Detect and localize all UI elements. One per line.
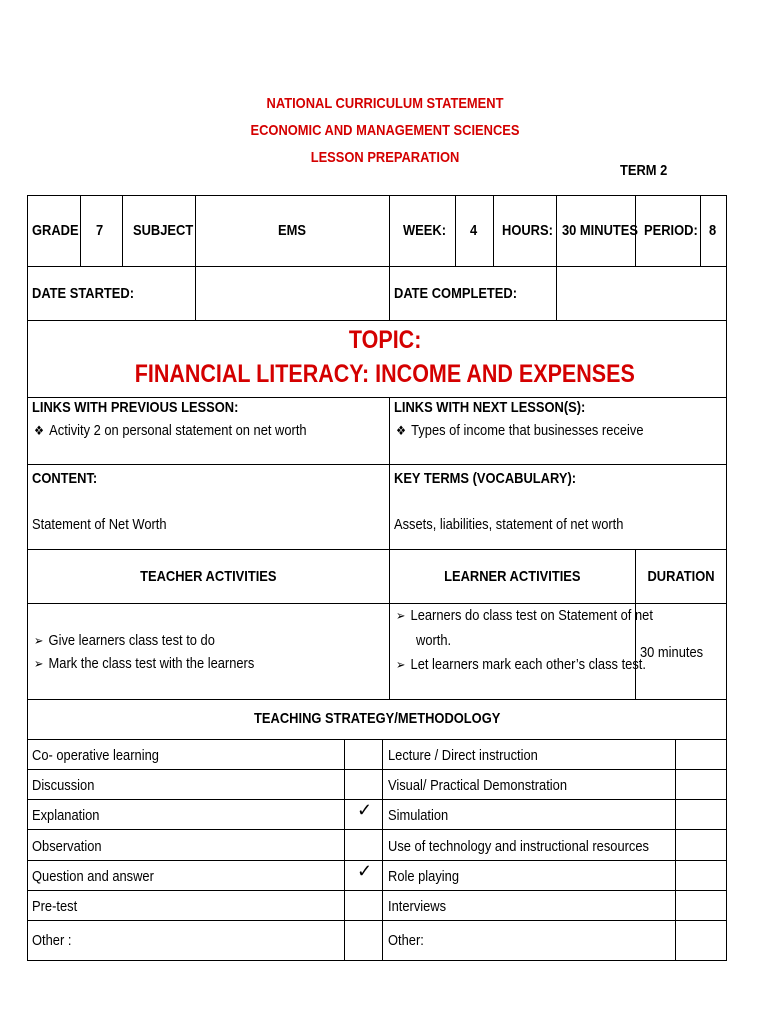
content-value: Statement of Net Worth xyxy=(32,516,167,533)
week-label: WEEK: xyxy=(403,222,446,239)
teacher-activities-label: TEACHER ACTIVITIES xyxy=(139,568,277,585)
hours-label: HOURS: xyxy=(502,222,553,239)
document-header xyxy=(54,90,716,171)
arrow-bullet-icon: ➢ xyxy=(396,608,406,623)
arrow-bullet-icon: ➢ xyxy=(396,657,406,672)
subject-value: EMS xyxy=(278,222,306,239)
grade-value: 7 xyxy=(96,222,104,239)
strategy-option: Role playing xyxy=(388,868,460,885)
date-started-label: DATE STARTED: xyxy=(32,285,135,302)
subject-label: SUBJECT xyxy=(133,222,194,239)
bullet-icon: ❖ xyxy=(396,423,407,438)
learner-activity-item-2: Let learners mark each other’s class test. xyxy=(410,656,646,673)
duration-value: 30 minutes xyxy=(640,644,704,661)
learner-activities-label: LEARNER ACTIVITIES xyxy=(443,568,581,585)
strategy-option: Interviews xyxy=(388,898,447,915)
key-terms-label: KEY TERMS (VOCABULARY): xyxy=(394,470,577,487)
header-line-3: LESSON PREPARATION xyxy=(310,149,460,166)
topic-title: FINANCIAL LITERACY: INCOME AND EXPENSES xyxy=(134,360,636,388)
previous-lesson-label: LINKS WITH PREVIOUS LESSON: xyxy=(32,399,239,416)
previous-lesson-item: Activity 2 on personal statement on net worth xyxy=(49,422,307,439)
strategy-option: Question and answer xyxy=(32,868,154,885)
strategy-option: Simulation xyxy=(388,807,449,824)
strategy-option: Use of technology and instructional resources xyxy=(388,838,650,855)
strategy-option: Co- operative learning xyxy=(32,747,159,764)
learner-activity-item-1: Learners do class test on Statement of net xyxy=(410,607,653,624)
term-label: TERM 2 xyxy=(620,162,668,179)
strategy-title: TEACHING STRATEGY/METHODOLOGY xyxy=(253,710,501,727)
teacher-activity-item: Give learners class test to do xyxy=(48,632,215,649)
next-lesson-label: LINKS WITH NEXT LESSON(S): xyxy=(394,399,586,416)
date-completed-label: DATE COMPLETED: xyxy=(394,285,518,302)
arrow-bullet-icon: ➢ xyxy=(34,633,44,648)
grade-label: GRADE xyxy=(32,222,79,239)
teacher-activity-item: Mark the class test with the learners xyxy=(48,655,255,672)
content-label: CONTENT: xyxy=(32,470,98,487)
bullet-icon: ❖ xyxy=(34,423,45,438)
duration-label: DURATION xyxy=(647,568,715,585)
strategy-option: Visual/ Practical Demonstration xyxy=(388,777,568,794)
header-line-2: ECONOMIC AND MANAGEMENT SCIENCES xyxy=(250,122,520,139)
checkmark-icon: ✓ xyxy=(357,861,373,881)
strategy-option: Discussion xyxy=(32,777,95,794)
strategy-option: Observation xyxy=(32,838,102,855)
arrow-bullet-icon: ➢ xyxy=(34,656,44,671)
learner-activity-item-1-cont: worth. xyxy=(416,632,452,649)
strategy-option: Lecture / Direct instruction xyxy=(388,747,538,764)
week-value: 4 xyxy=(470,222,478,239)
topic-label: TOPIC: xyxy=(348,326,422,354)
strategy-option: Explanation xyxy=(32,807,100,824)
key-terms-value: Assets, liabilities, statement of net worth xyxy=(394,516,624,533)
checkmark-icon: ✓ xyxy=(357,800,373,820)
period-label: PERIOD: xyxy=(644,222,698,239)
period-value: 8 xyxy=(709,222,717,239)
hours-value: 30 MINUTES xyxy=(562,222,638,239)
next-lesson-item: Types of income that businesses receive xyxy=(411,422,644,439)
strategy-option: Pre-test xyxy=(32,898,78,915)
info-table xyxy=(27,195,727,321)
strategy-option: Other: xyxy=(388,932,424,949)
strategy-option: Other : xyxy=(32,932,72,949)
header-line-1: NATIONAL CURRICULUM STATEMENT xyxy=(266,95,504,112)
